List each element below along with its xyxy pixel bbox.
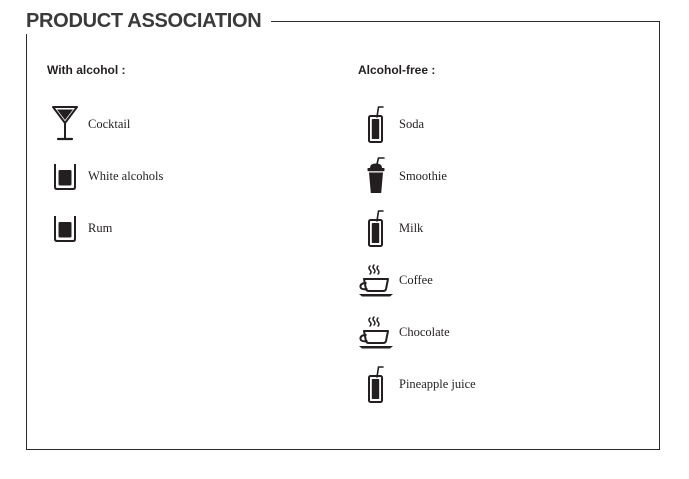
list-item-label: Coffee (399, 272, 433, 287)
section-title: PRODUCT ASSOCIATION (26, 10, 262, 32)
list-item-label: White alcohols (88, 168, 164, 183)
section-title-wrap (20, 8, 271, 34)
coffee-cup-icon (358, 260, 394, 300)
with-alcohol-heading: With alcohol : (47, 63, 126, 77)
tall-glass-straw-icon (358, 364, 394, 404)
list-item-cocktail (47, 104, 130, 144)
list-item-smoothie (358, 156, 447, 196)
list-item-label: Rum (88, 220, 113, 235)
alcohol-free-heading: Alcohol-free : (358, 63, 436, 77)
list-item-pineapple-juice (358, 364, 476, 404)
list-item-chocolate (358, 312, 450, 352)
list-item-rum (47, 208, 112, 248)
list-item-label: Soda (399, 116, 424, 131)
list-item-white-alcohols (47, 156, 163, 196)
list-item-label: Pineapple juice (399, 376, 476, 391)
list-item-label: Milk (399, 220, 424, 235)
cocktail-glass-icon (47, 104, 83, 144)
list-item-soda (358, 104, 424, 144)
shot-glass-icon (47, 208, 83, 248)
coffee-cup-icon (358, 312, 394, 352)
list-item-label: Chocolate (399, 324, 450, 339)
list-item-label: Smoothie (399, 168, 447, 183)
tall-glass-straw-icon (358, 208, 394, 248)
tall-glass-straw-icon (358, 104, 394, 144)
list-item-label: Cocktail (88, 116, 131, 131)
shot-glass-icon (47, 156, 83, 196)
smoothie-cup-icon (358, 156, 394, 196)
list-item-coffee (358, 260, 433, 300)
list-item-milk (358, 208, 423, 248)
section-frame (26, 21, 660, 450)
